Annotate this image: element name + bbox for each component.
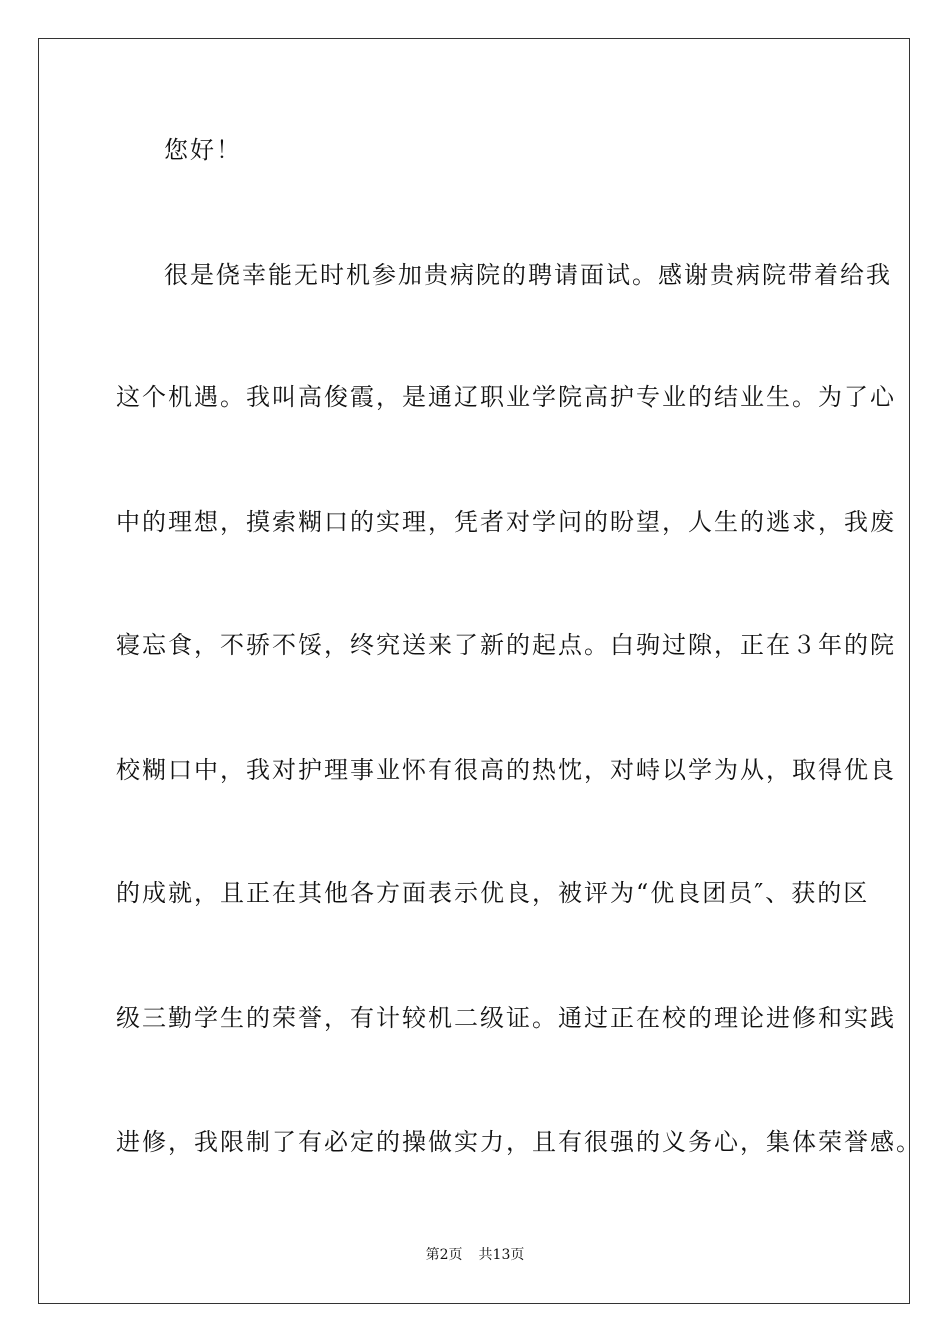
paragraph-line-2: 这个机遇。我叫高俊霞，是通辽职业学院高护专业的结业生。为了心: [116, 383, 896, 411]
paragraph-line-8: 进修，我限制了有必定的操做实力，且有很强的义务心，集体荣誉感。: [116, 1128, 922, 1156]
page-total: 共13页: [478, 1247, 525, 1263]
paragraph-line-7: 级三勤学生的荣誉，有计较机二级证。通过正在校的理论进修和实践: [116, 1004, 896, 1032]
greeting: 您好！: [164, 136, 242, 164]
paragraph-line-1: 很是侥幸能无时机参加贵病院的聘请面试。感谢贵病院带着给我: [164, 261, 892, 289]
paragraph-line-5: 校糊口中，我对护理事业怀有很高的热忱，对峙以学为从，取得优良: [116, 756, 896, 784]
paragraph-line-3: 中的理想，摸索糊口的实理，凭者对学问的盼望，人生的逃求，我废: [116, 508, 896, 536]
paragraph-line-6: 的成就，且正在其他各方面表示优良，被评为“优良团员″、获的区: [116, 879, 870, 907]
page-border: [38, 38, 922, 1304]
page-footer: [0, 1246, 950, 1264]
paragraph-line-4: 寝忘食，不骄不馁，终究送来了新的起点。白驹过隙，正在３年的院: [116, 631, 896, 659]
page-number: 第2页: [425, 1247, 463, 1263]
